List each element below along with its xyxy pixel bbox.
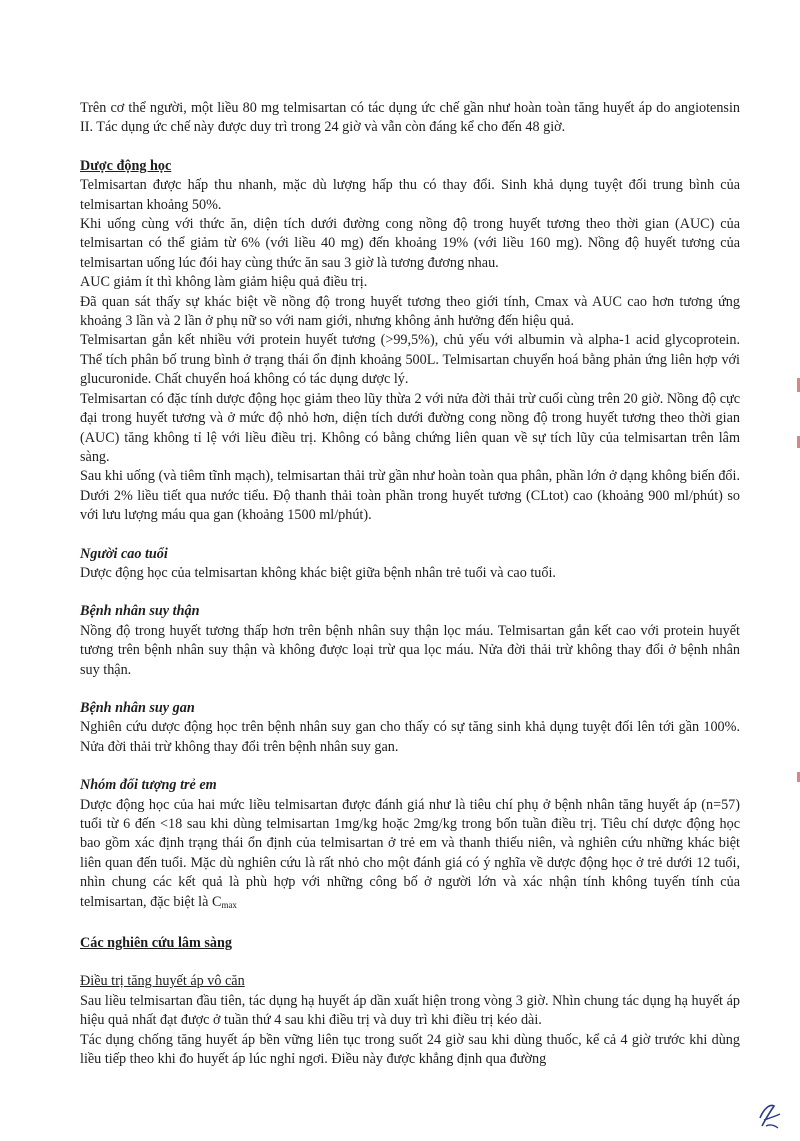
pk-paragraph-7: Sau khi uống (và tiêm tĩnh mạch), telmisartan thải trừ gần như hoàn toàn qua phân, phần lớn ở dạng không biến đổi. Dưới 2% liều tiết qua nước tiểu. Độ thanh thải toàn phần trong huyết tương (CLtot) cao (khoảng 900 ml/phút) so với lưu lượng máu qua gan (khoảng 1500 ml/phút). bbox=[80, 468, 740, 524]
clinical-subheading: Điều trị tăng huyết áp vô căn bbox=[80, 973, 245, 990]
clinical-paragraph-2: Tác dụng chống tăng huyết áp bền vững liên tục trong suốt 24 giờ sau khi dùng thuốc, kể cả 4 giờ trước khi dùng liều tiếp theo khi đo huyết áp lúc nghỉ ngơi. Điều này được khẳng định qua đường bbox=[80, 1031, 740, 1068]
clinical-paragraph-1: Sau liều telmisartan đầu tiên, tác dụng hạ huyết áp dần xuất hiện trong vòng 3 giờ. Nhìn chung tác dụng hạ huyết áp hiệu quả nhất đạt được ở tuần thứ 4 sau khi điều trị và duy trì khi điều trị kéo dài. bbox=[80, 992, 740, 1029]
renal-heading: Bệnh nhân suy thận bbox=[80, 603, 200, 620]
handwritten-initials-icon bbox=[752, 1098, 786, 1132]
pediatric-heading: Nhóm đối tượng trẻ em bbox=[80, 777, 217, 794]
pk-paragraph-4: Đã quan sát thấy sự khác biệt về nồng độ trong huyết tương theo giới tính, Cmax và AUC cao hơn tương ứng khoảng 3 lần và 2 lần ở phụ nữ so với nam giới, nhưng không ảnh hưởng đến hiệu quả. bbox=[80, 293, 740, 330]
pediatric-paragraph bbox=[80, 796, 740, 915]
elderly-heading: Người cao tuổi bbox=[80, 545, 168, 562]
document-page bbox=[80, 99, 740, 1069]
pk-paragraph-3: AUC giảm ít thì không làm giảm hiệu quả điều trị. bbox=[80, 274, 368, 291]
elderly-paragraph: Dược động học của telmisartan không khác biệt giữa bệnh nhân trẻ tuổi và cao tuổi. bbox=[80, 564, 556, 581]
hepatic-heading: Bệnh nhân suy gan bbox=[80, 699, 195, 716]
pharmacokinetics-heading: Dược động học bbox=[80, 157, 172, 174]
pk-paragraph-6: Telmisartan có đặc tính dược động học giảm theo lũy thừa 2 với nửa đời thải trừ cuối cùng trên 20 giờ. Nồng độ cực đại trong huyết tương và ở mức độ nhỏ hơn, diện tích dưới đường cong nồng độ trong huyết tương theo thời gian (AUC) tăng không tỉ lệ với liều điều trị. Không có bằng chứng liên quan về sự tích lũy của telmisartan trên lâm sàng. bbox=[80, 390, 740, 465]
clinical-heading: Các nghiên cứu lâm sàng bbox=[80, 935, 232, 952]
hepatic-paragraph: Nghiên cứu dược động học trên bệnh nhân suy gan cho thấy có sự tăng sinh khả dụng tuyệt đối lên tới gần 100%. Nửa đời thải trừ không thay đổi trên bệnh nhân suy gan. bbox=[80, 719, 740, 755]
pk-paragraph-5: Telmisartan gắn kết nhiều với protein huyết tương (>99,5%), chủ yếu với albumin và alpha-1 acid glycoprotein. Thể tích phân bố trung bình ở trạng thái ổn định khoảng 500L. Telmisartan chuyển hoá bằng phản ứng liên hợp với glucuronide. Chất chuyển hoá không có tác dụng dược lý. bbox=[80, 332, 740, 388]
intro-paragraph: Trên cơ thể người, một liều 80 mg telmisartan có tác dụng ức chế gần như hoàn toàn tăng huyết áp do angiotensin II. Tác dụng ức chế này được duy trì trong 24 giờ và vẫn còn đáng kể cho đến 48 giờ. bbox=[80, 100, 740, 136]
pk-paragraph-1: Telmisartan được hấp thu nhanh, mặc dù lượng hấp thu có thay đổi. Sinh khả dụng tuyệt đối trung bình của telmisartan khoảng 50%. bbox=[80, 177, 740, 213]
pk-paragraph-2: Khi uống cùng với thức ăn, diện tích dưới đường cong nồng độ trong huyết tương theo thời gian (AUC) của telmisartan có thể giảm từ 6% (với liều 40 mg) đến khoảng 19% (với liều 160 mg). Nồng độ huyết tương của telmisartan uống lúc đói hay cùng thức ăn sau 3 giờ là tương đương nhau. bbox=[80, 216, 740, 271]
pediatric-text: Dược động học của hai mức liều telmisartan được đánh giá như là tiêu chí phụ ở bệnh nhân tăng huyết áp (n=57) tuổi từ 6 đến <18 sau khi dùng telmisartan 1mg/kg hoặc 2mg/kg trong bốn tuần điều trị. Tiêu chí dược động học bao gồm xác định trạng thái ổn định của telmisartan ở trẻ em và thanh thiếu niên, và nghiên cứu những khác biệt liên quan đến tuổi. Mặc dù nghiên cứu là rất nhỏ cho một đánh giá có ý nghĩa về dược động học ở trẻ dưới 12 tuổi, nhìn chung các kết quả là phù hợp với những công bố ở người lớn và xác nhận tính không tuyến tính của telmisartan, đặc biệt là C bbox=[80, 796, 740, 910]
cmax-subscript: max bbox=[221, 899, 237, 910]
renal-paragraph: Nồng độ trong huyết tương thấp hơn trên bệnh nhân suy thận lọc máu. Telmisartan gắn kết cao với protein huyết tương trên bệnh nhân suy thận và không được loại trừ qua lọc máu. Nửa đời thải trừ không thay đổi ở bệnh nhân suy thận. bbox=[80, 622, 740, 678]
